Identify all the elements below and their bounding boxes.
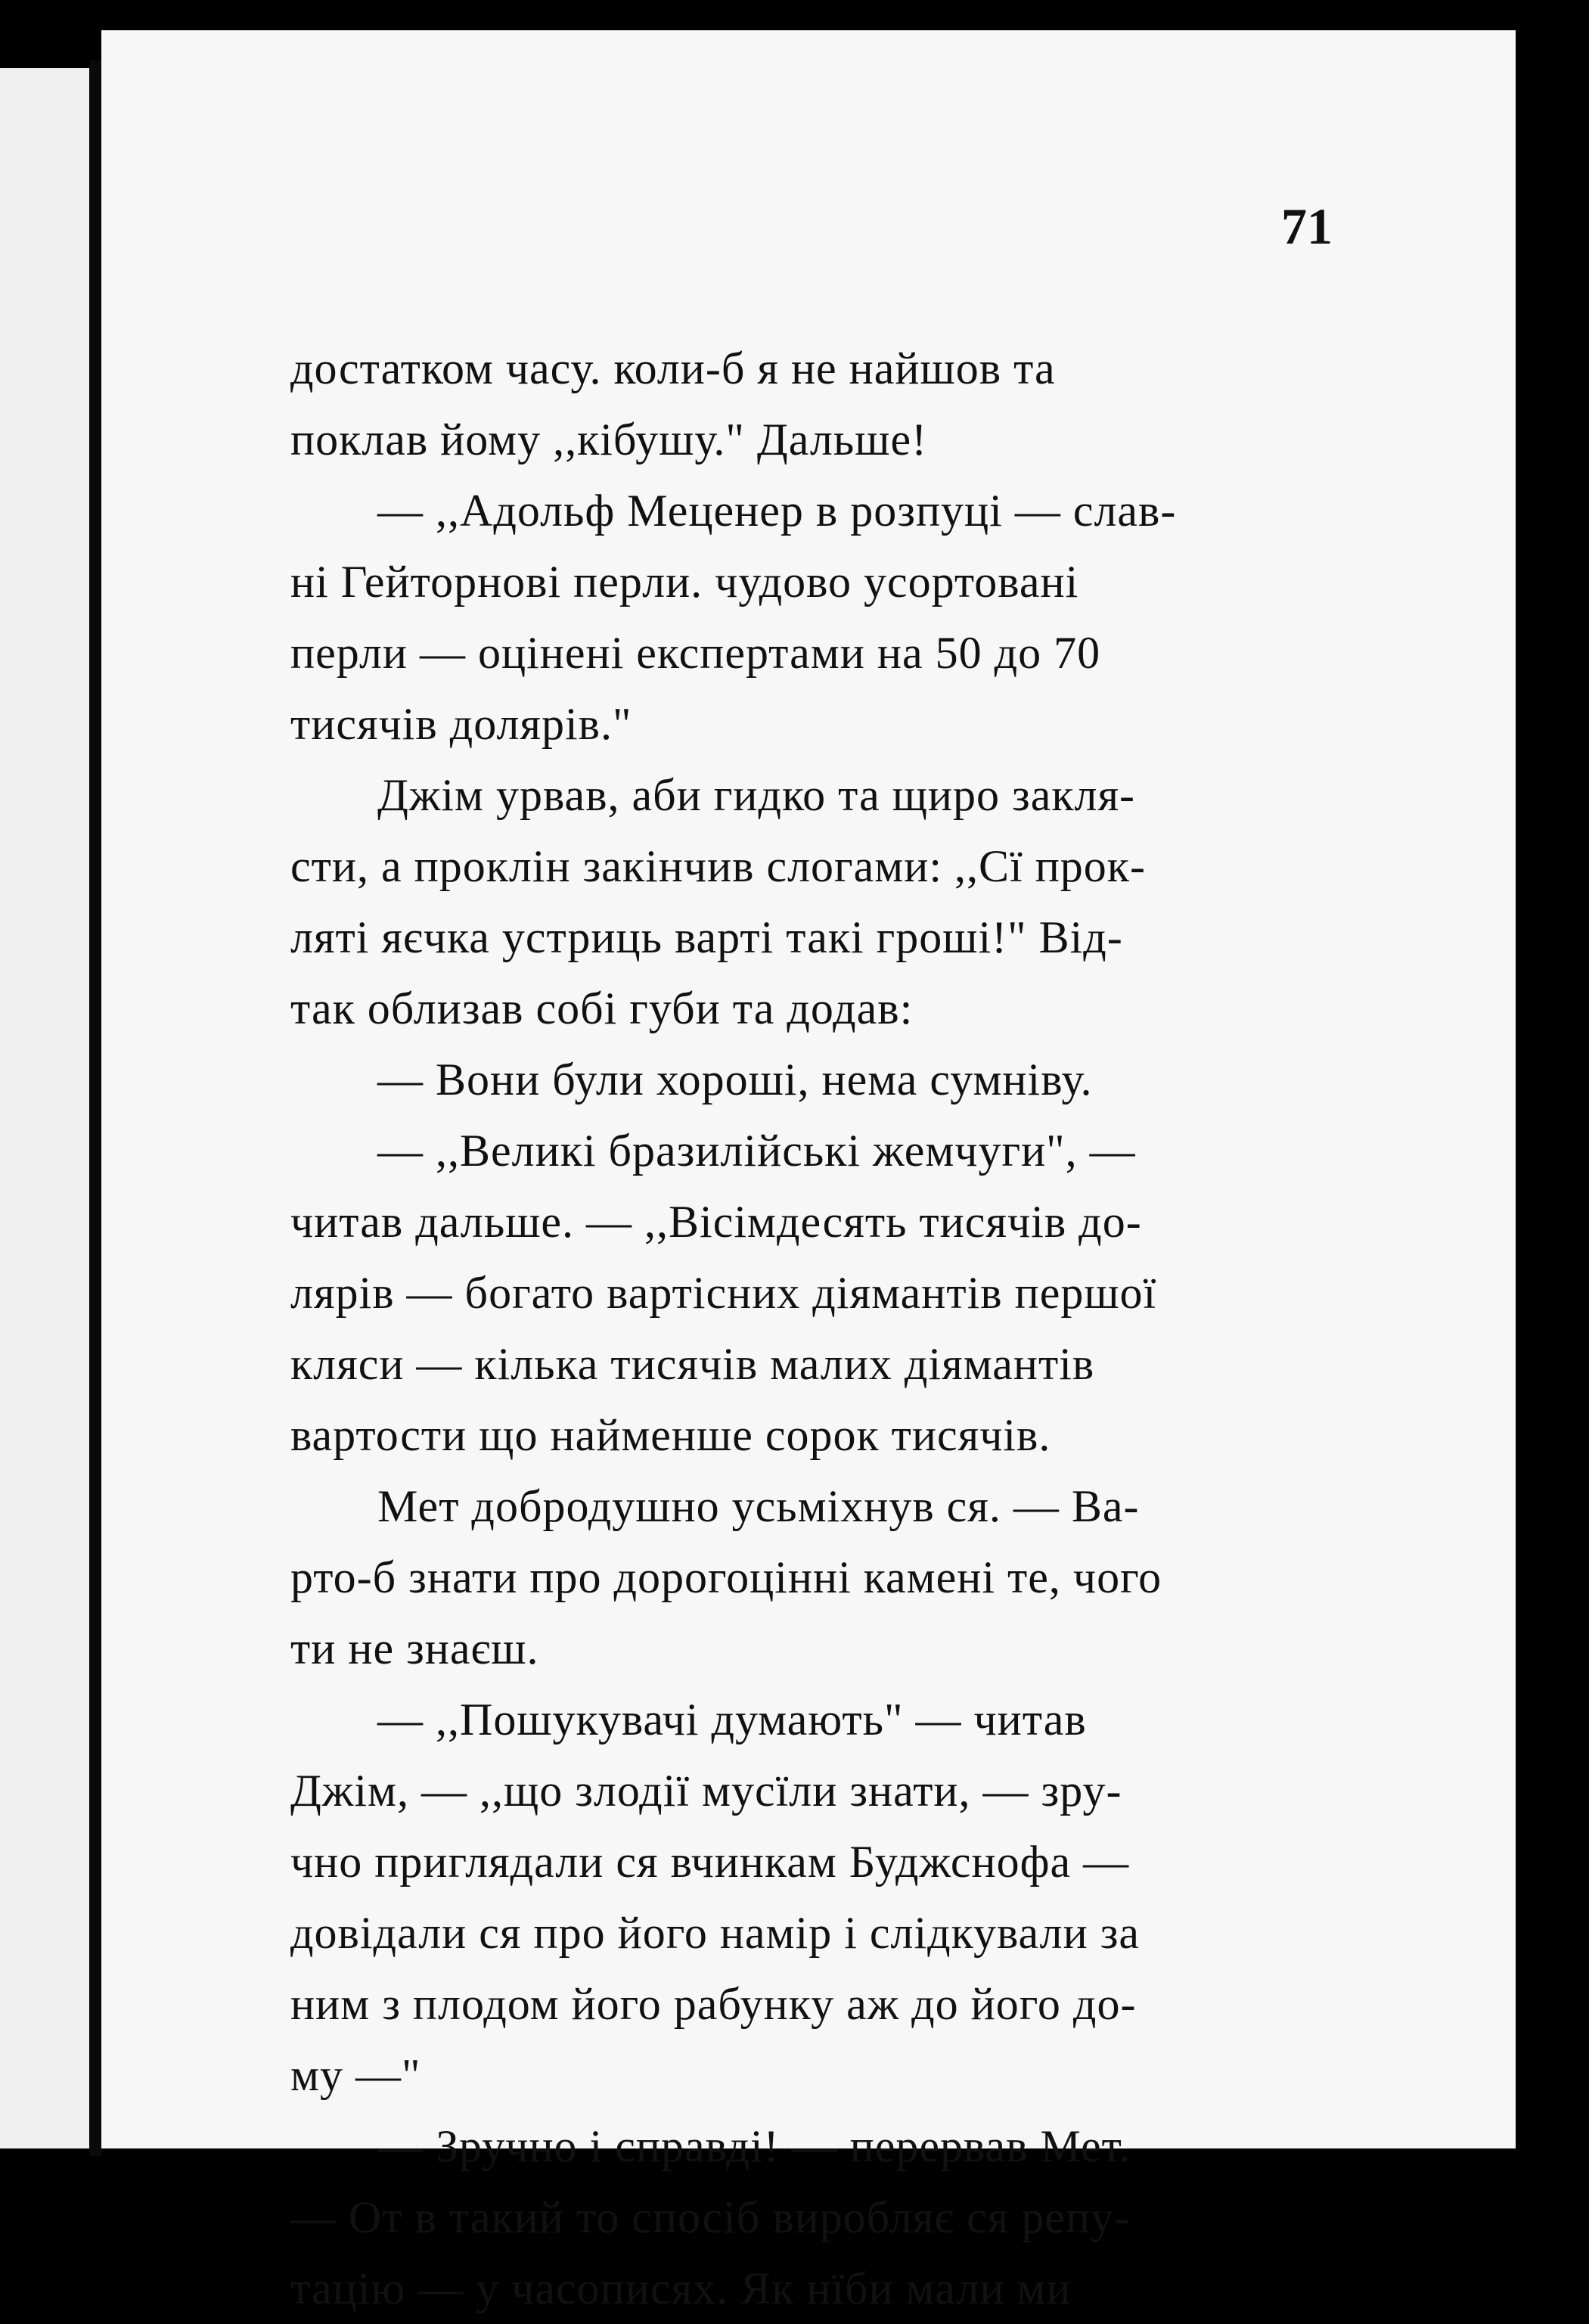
text-line: — ,,Адольф Меценер в розпуці — слав- — [377, 486, 1177, 536]
text-line: — От в такий то спосіб виробляє ся репу- — [290, 2192, 1131, 2242]
page-text — [290, 333, 1395, 2324]
text-line: Джім, — ,,що злодії мусїли знати, — зру- — [290, 1766, 1122, 1816]
text-line: ні Гейторнові перли. чудово усортовані — [290, 557, 1079, 607]
text-line: Мет добродушно усьміхнув ся. — Ва- — [377, 1481, 1140, 1531]
text-line: тацію — у часописях. Як нїби мали ми — [290, 2263, 1072, 2313]
text-line: достатком часу. коли-б я не найшов та — [290, 343, 1056, 393]
text-line: тисячів долярів." — [290, 699, 632, 749]
book-page — [101, 30, 1516, 2313]
page-number: 71 — [1281, 197, 1333, 255]
text-line: так облизав собі губи та додав: — [290, 983, 914, 1033]
text-line: кляси — кілька тисячів малих діямантів — [290, 1339, 1095, 1389]
text-line: — Зручно і справді! — перервав Мет. — [377, 2121, 1131, 2171]
text-line: му —" — [290, 2050, 421, 2100]
text-line: ляті яєчка устриць варті такі гроші!" Від- — [290, 912, 1123, 962]
text-line: поклав йому ,,кібушу." Дальше! — [290, 415, 928, 464]
book-spine — [89, 61, 101, 2156]
text-line: — ,,Пошукувачі думають" — читав — [377, 1695, 1087, 1745]
text-line: чно приглядали ся вчинкам Буджснофа — — [290, 1837, 1130, 1887]
text-line: сти, а проклін закінчив слогами: ,,Сї прок- — [290, 841, 1146, 891]
text-line: читав дальше. — ,,Вісімдесять тисячів до- — [290, 1197, 1142, 1247]
text-line: лярів — богато вартісних діямантів першої — [290, 1268, 1157, 1318]
text-line: Джім урвав, аби гидко та щиро закля- — [377, 770, 1136, 820]
text-line: перли — оцінені експертами на 50 до 70 — [290, 628, 1101, 678]
text-line: вартости що найменше сорок тисячів. — [290, 1410, 1051, 1460]
text-line: ти не знаєш. — [290, 1623, 539, 1673]
text-line: — Вони були хороші, нема сумніву. — [377, 1055, 1093, 1105]
text-line: ним з плодом його рабунку аж до його до- — [290, 1979, 1137, 2029]
text-line: — ,,Великі бразилійські жемчуги", — — [377, 1126, 1136, 1176]
text-line: довідали ся про його намір і слідкували за — [290, 1908, 1141, 1958]
text-line: рто-б знати про дорогоцінні камені те, чого — [290, 1552, 1162, 1602]
facing-page-edge — [0, 68, 89, 2148]
